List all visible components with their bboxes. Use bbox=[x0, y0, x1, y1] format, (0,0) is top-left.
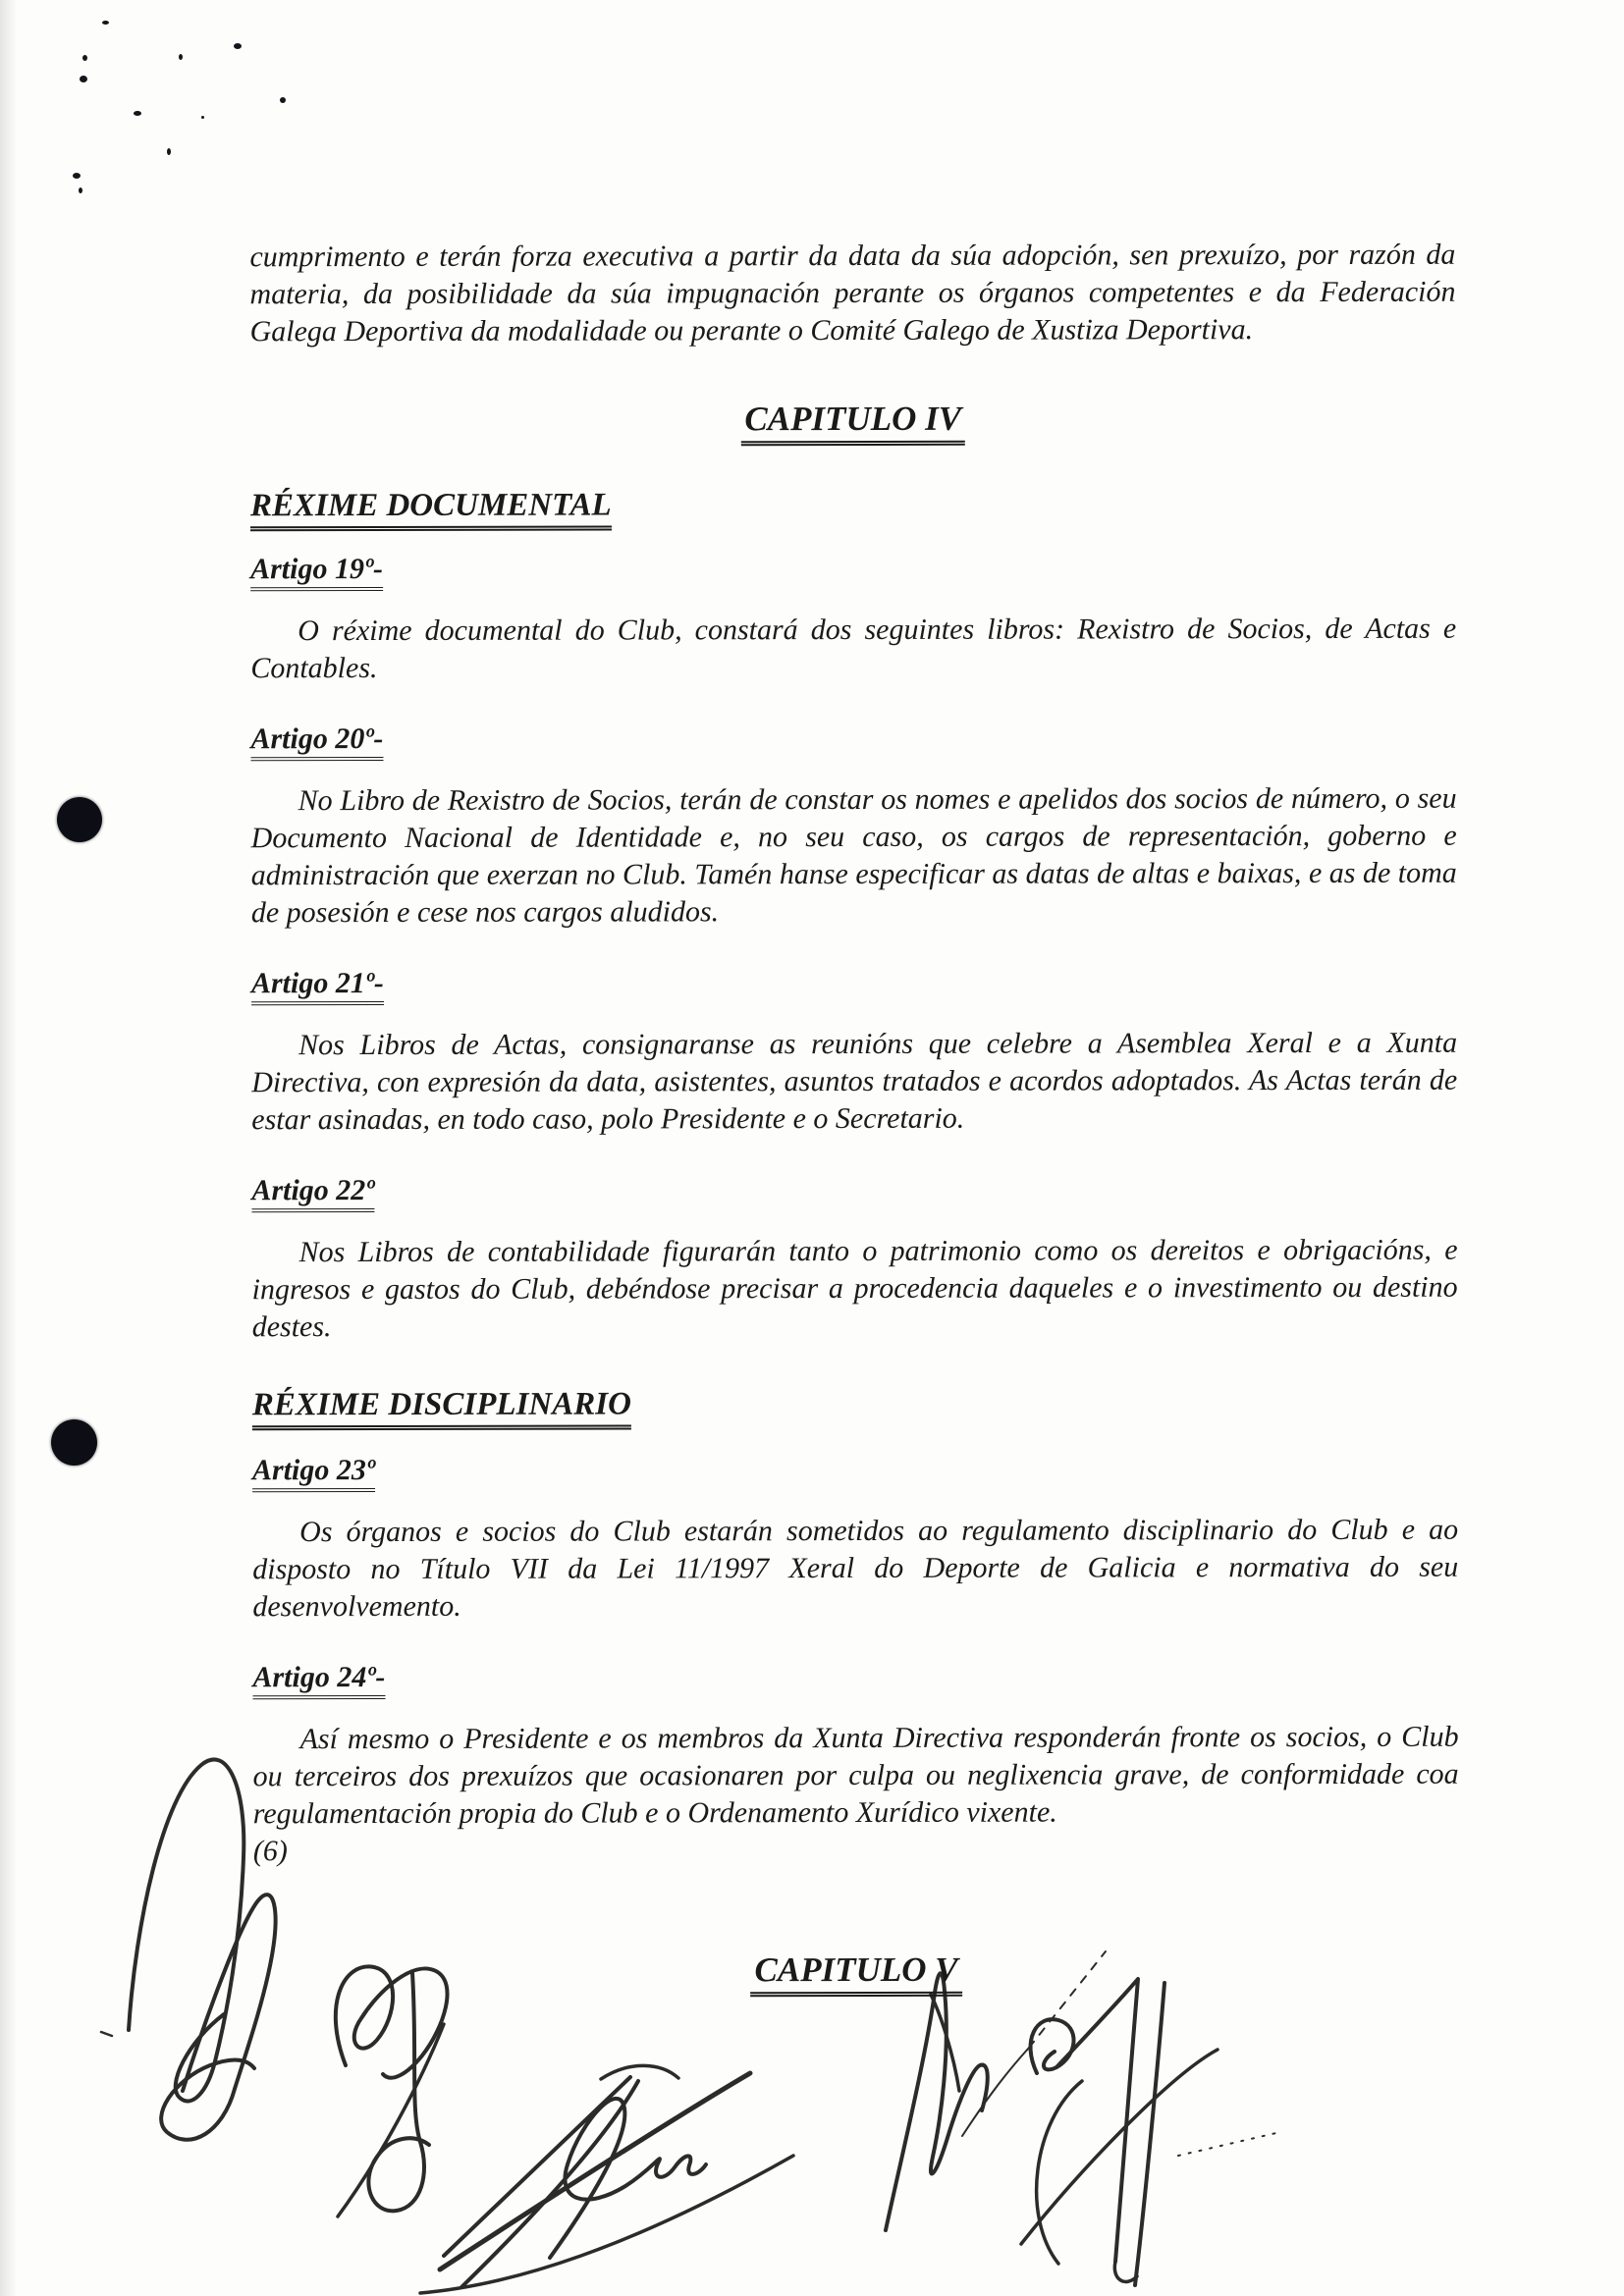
section-heading-rexime-documental: RÉXIME DOCUMENTAL bbox=[250, 484, 1456, 526]
punch-hole-mark-top bbox=[57, 797, 102, 842]
article-24-body: Así mesmo o Presidente e os membros da Xunta Directiva responderán fronte os socios, o Club ou terceiros dos prexuízos que ocasionaren por culpa ou neglixencia grave, de conformidade coa regulamentación propia do Club e o Ordenamento Xurídico vixente. bbox=[252, 1720, 1459, 1831]
chapter-v-heading: CAPITULO V bbox=[253, 1949, 1459, 1993]
article-23-label: Artigo 23º bbox=[252, 1450, 1458, 1490]
article-20-body: No Libro de Rexistro de Socios, terán de constar os nomes e apelidos dos socios de número, o seu Documento Nacional de Identidade e, no seu caso, os cargos de representación, goberno e administración que exerzan no Club. Tamén hanse especificar as datas de altas e baixas, e as de toma de posesión e cese nos cargos aludidos. bbox=[250, 781, 1457, 930]
section-heading-rexime-disciplinario: RÉXIME DISCIPLINARIO bbox=[252, 1383, 1458, 1425]
signature-1 bbox=[101, 1759, 276, 2139]
continuation-paragraph: cumprimento e terán forza executiva a partir da data da súa adopción, sen prexuízo, por razón da materia, da posibilidade da súa impugnación perante os órganos competentes e da Federación Galega Deportiva da modalidade ou perante o Comité Galego de Xustiza Deportiva. bbox=[249, 238, 1456, 348]
signature-3 bbox=[420, 2065, 793, 2293]
article-20-label: Artigo 20º- bbox=[250, 719, 1456, 759]
document-body bbox=[249, 0, 1459, 1992]
chapter-iv-heading: CAPITULO IV bbox=[250, 398, 1456, 442]
article-19-label: Artigo 19º- bbox=[250, 549, 1456, 589]
page-number: (6) bbox=[252, 1835, 288, 1868]
article-23-body: Os órganos e socios do Club estarán sometidos ao regulamento disciplinario do Club e ao disposto no Título VII da Lei 11/1997 Xeral do Deporte de Galicia e normativa do seu desenvolvemento. bbox=[252, 1513, 1459, 1624]
article-22-body: Nos Libros de contabilidade figurarán tanto o patrimonio como os dereitos e obrigacións, e ingresos e gastos do Club, debéndose precisar a procedencia daqueles e o investimento ou destino destes. bbox=[251, 1233, 1458, 1344]
article-19-body: O réxime documental do Club, constará dos seguintes libros: Rexistro de Socios, de Actas e Contables. bbox=[250, 612, 1457, 685]
signature-5 bbox=[1021, 1979, 1280, 2285]
signature-2 bbox=[336, 1966, 448, 2216]
article-21-body: Nos Libros de Actas, consignaranse as reunións que celebre a Asemblea Xeral e a Xunta Directiva, con expresión da data, asistentes, asuntos tratados e acordos adoptados. As Actas terán de estar asinadas, en todo caso, polo Presidente e o Secretario. bbox=[251, 1026, 1458, 1137]
article-22-label: Artigo 22º bbox=[251, 1170, 1457, 1210]
scan-edge-shadow bbox=[0, 0, 20, 2296]
punch-hole-mark-bottom bbox=[51, 1419, 97, 1466]
article-21-label: Artigo 21º- bbox=[251, 963, 1457, 1003]
article-24-label: Artigo 24º- bbox=[252, 1657, 1458, 1697]
